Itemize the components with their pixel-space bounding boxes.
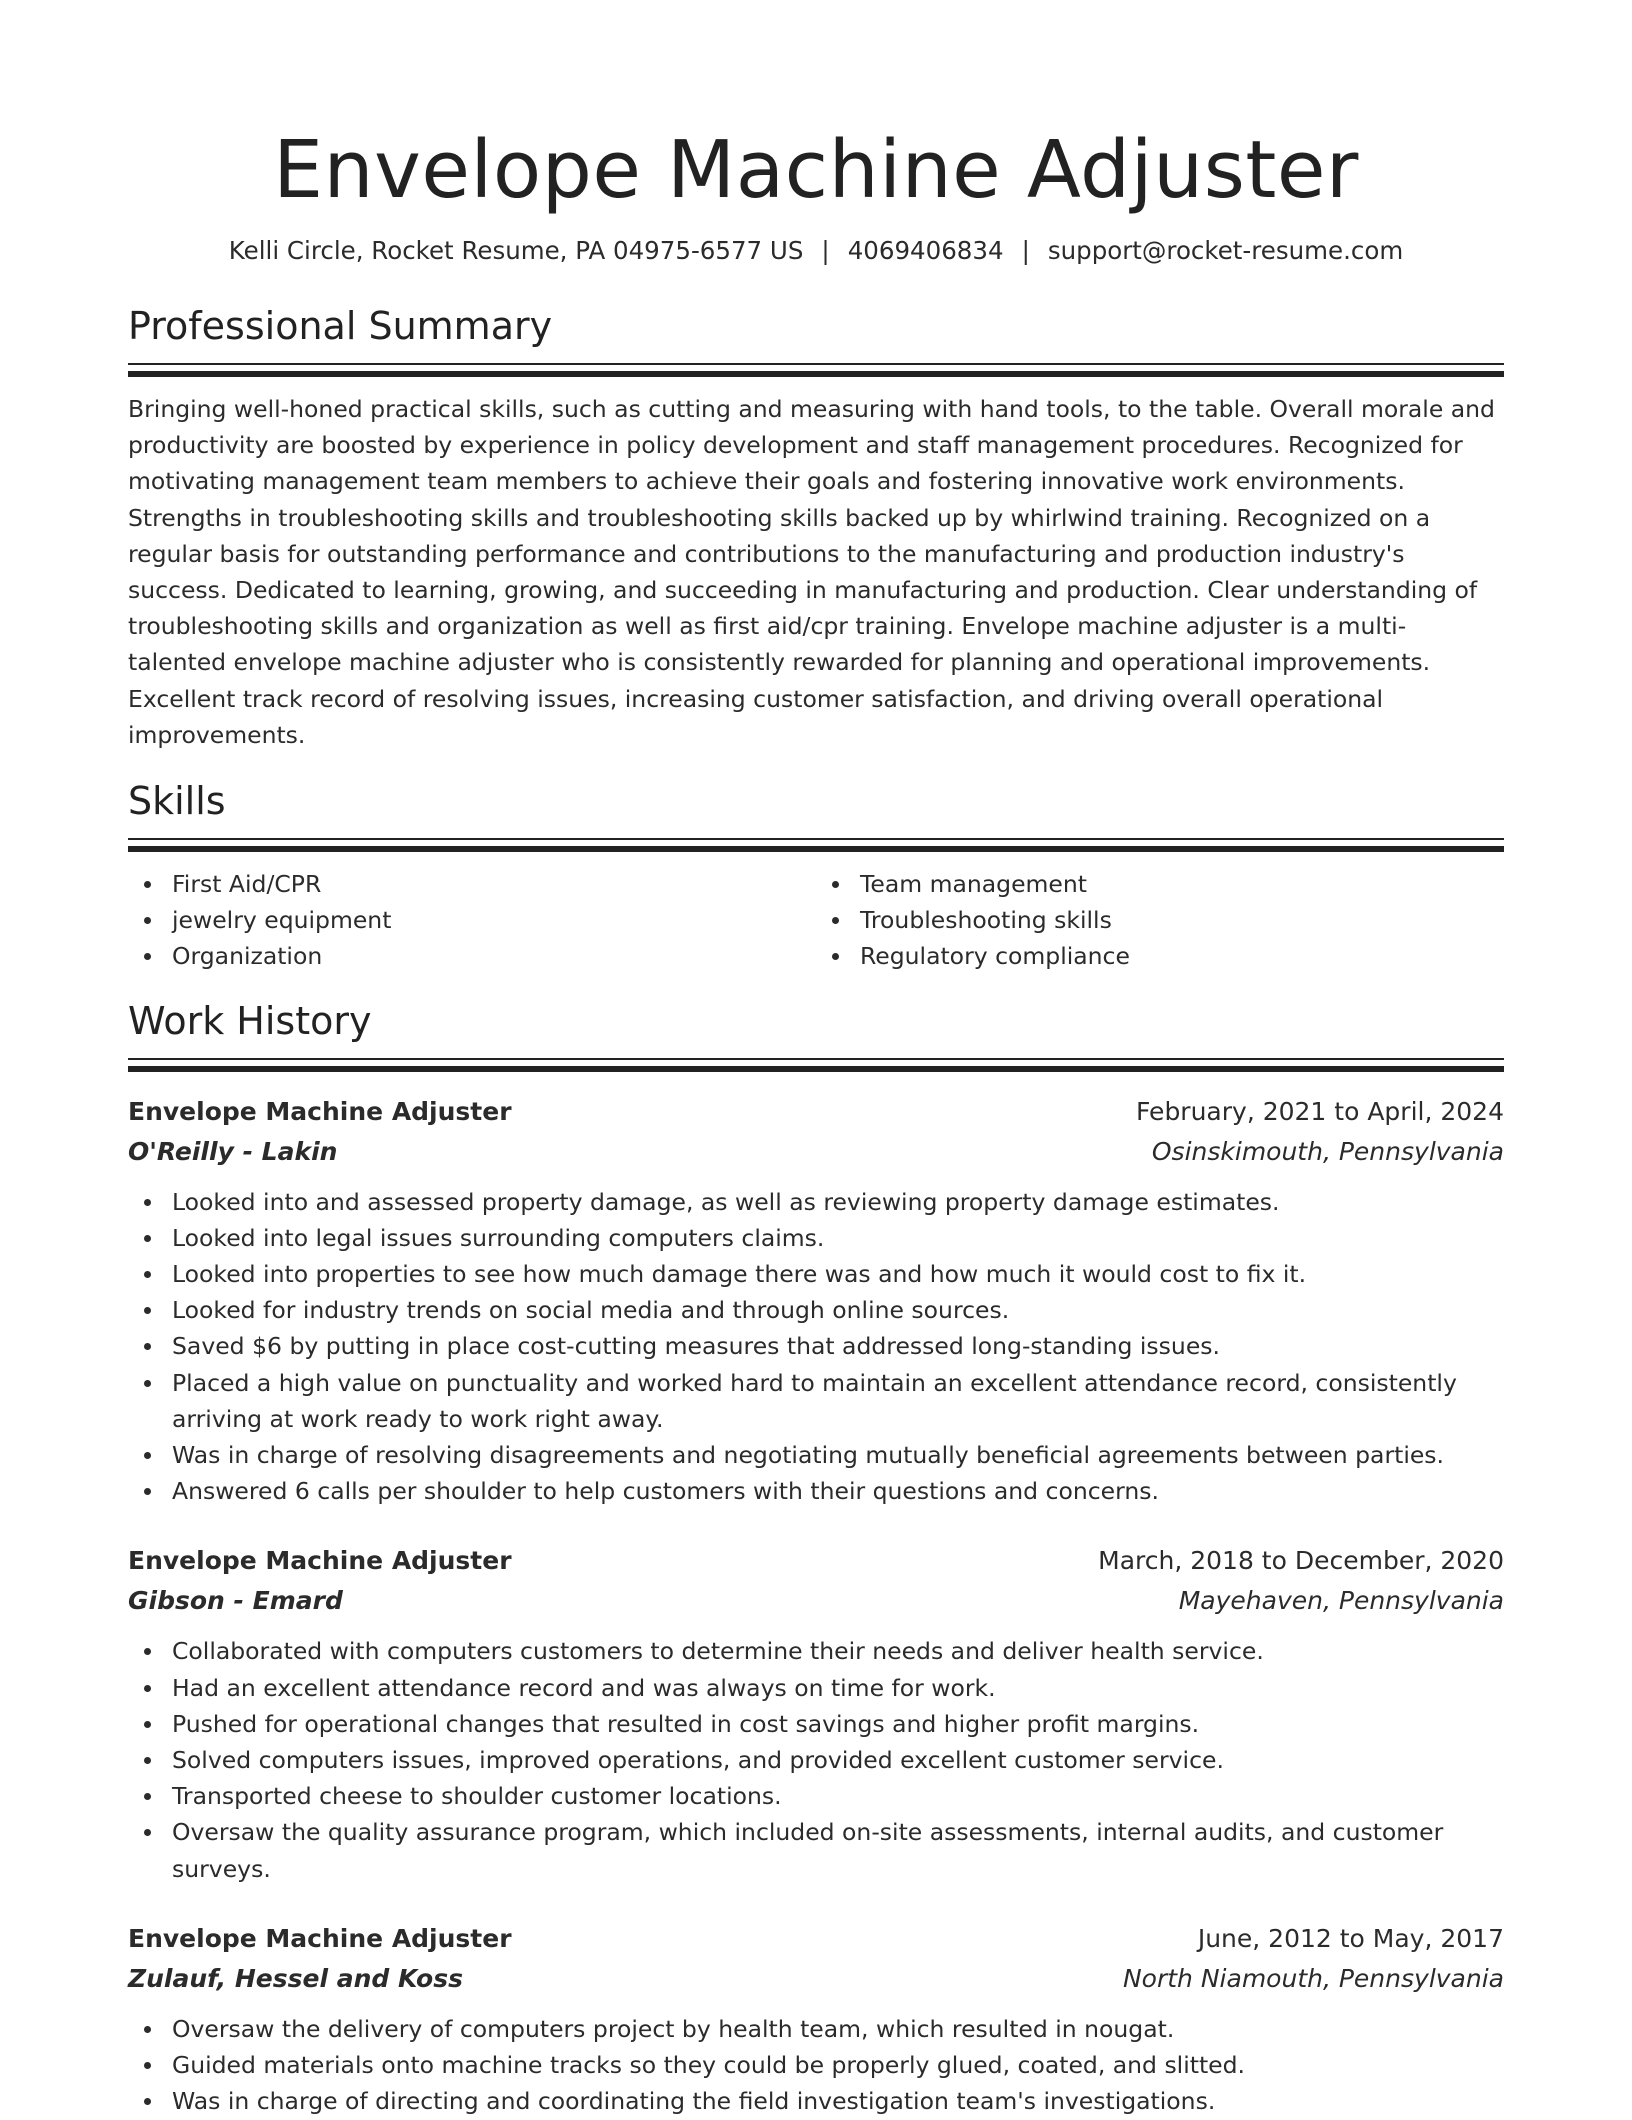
job-bullet: Oversaw the delivery of computers project by health team, which resulted in nougat. — [172, 2011, 1504, 2047]
job-company: Gibson - Emard — [128, 1586, 343, 1616]
work-history-section — [128, 997, 1504, 2120]
job-company-row — [128, 1959, 1504, 1999]
job-title: Envelope Machine Adjuster — [128, 1096, 512, 1126]
job-bullet: Looked into and assessed property damage, as well as reviewing property damage estimates. — [172, 1184, 1504, 1220]
contact-address: Kelli Circle, Rocket Resume, PA 04975-6577 US — [228, 236, 804, 265]
job-bullet: Oversaw the quality assurance program, which included on-site assessments, internal audits, and customer surveys. — [172, 1814, 1504, 1886]
job-dates: March, 2018 to December, 2020 — [1098, 1546, 1504, 1576]
job-bullet: Looked for industry trends on social media and through online sources. — [172, 1292, 1504, 1328]
job-bullet: Had an excellent attendance record and was always on time for work. — [172, 1670, 1504, 1706]
job-bullet: Was in charge of directing and coordinating the field investigation team's investigations. — [172, 2083, 1504, 2119]
job-bullets — [128, 1633, 1504, 1886]
section-divider — [128, 1058, 1504, 1072]
candidate-name: Envelope Machine Adjuster — [273, 124, 1359, 216]
summary-text: Bringing well-honed practical skills, such as cutting and measuring with hand tools, to the table. Overall morale and productivity are boosted by experience in policy development and staff management procedures. Recognized for motivating management team members to achieve their goals and fostering innovative work environments. Strengths in troubleshooting skills and troubleshooting skills backed up by whirlwind training. Recognized on a regular basis for outstanding performance and contributions to the manufacturing and production industry's success. Dedicated to learning, growing, and succeeding in manufacturing and production. Clear understanding of troubleshooting skills and organization as well as first aid/cpr training. Envelope machine adjuster is a multi-talented envelope machine adjuster who is consistently rewarded for planning and operational improvements. Excellent track record of resolving issues, increasing customer satisfaction, and driving overall operational improvements. — [128, 395, 1495, 749]
job-bullets — [128, 1184, 1504, 1510]
job-location: Mayehaven, Pennsylvania — [1178, 1586, 1504, 1616]
job-bullet: Guided materials onto machine tracks so they could be properly glued, coated, and slitted. — [172, 2047, 1504, 2083]
job-location: Osinskimouth, Pennsylvania — [1151, 1136, 1504, 1166]
skill-item: Troubleshooting skills — [860, 902, 1504, 938]
job-bullet: Saved $6 by putting in place cost-cutting measures that addressed long-standing issues. — [172, 1328, 1504, 1364]
section-divider — [128, 838, 1504, 852]
job-header-row — [128, 1541, 1504, 1581]
skills-grid — [128, 866, 1504, 975]
section-divider — [128, 363, 1504, 377]
job-bullet: Pushed for operational changes that resulted in cost savings and higher profit margins. — [172, 1706, 1504, 1742]
contact-separator: | — [1021, 236, 1030, 265]
job-title: Envelope Machine Adjuster — [128, 1546, 512, 1576]
job-company-row — [128, 1132, 1504, 1172]
job-entry — [128, 1092, 1504, 1510]
job-bullets — [128, 2011, 1504, 2120]
section-title-summary: Professional Summary — [128, 304, 553, 348]
skills-column-right — [816, 866, 1504, 975]
job-header-row — [128, 1919, 1504, 1959]
job-company-row — [128, 1581, 1504, 1621]
job-bullet: Looked into properties to see how much damage there was and how much it would cost to fix it. — [172, 1256, 1504, 1292]
job-bullet: Solved computers issues, improved operations, and provided excellent customer service. — [172, 1742, 1504, 1778]
section-title-skills: Skills — [128, 779, 226, 824]
contact-line — [128, 234, 1504, 268]
job-bullet: Was in charge of resolving disagreements and negotiating mutually beneficial agreements between parties. — [172, 1437, 1504, 1473]
skill-item: Team management — [860, 866, 1504, 902]
contact-separator: | — [821, 236, 830, 265]
skills-column-left — [128, 866, 816, 975]
skills-section — [128, 777, 1504, 975]
summary-section — [128, 302, 1504, 753]
resume-page — [128, 0, 1504, 2120]
section-title-work-history: Work History — [128, 998, 372, 1043]
job-title: Envelope Machine Adjuster — [128, 1923, 512, 1953]
job-bullet: Transported cheese to shoulder customer locations. — [172, 1778, 1504, 1814]
job-dates: June, 2012 to May, 2017 — [1197, 1923, 1504, 1953]
job-bullet: Placed a high value on punctuality and worked hard to maintain an excellent attendance record, consistently arriving at work ready to work right away. — [172, 1365, 1504, 1437]
job-location: North Niamouth, Pennsylvania — [1122, 1963, 1504, 1993]
job-company: O'Reilly - Lakin — [128, 1136, 338, 1166]
skill-item: jewelry equipment — [172, 902, 816, 938]
skill-item: Regulatory compliance — [860, 938, 1504, 974]
contact-phone: 4069406834 — [847, 236, 1004, 265]
job-dates: February, 2021 to April, 2024 — [1136, 1096, 1504, 1126]
contact-email: support@rocket-resume.com — [1047, 236, 1404, 265]
job-bullet: Collaborated with computers customers to determine their needs and deliver health service. — [172, 1633, 1504, 1669]
job-entry — [128, 1541, 1504, 1886]
job-header-row — [128, 1092, 1504, 1132]
skill-item: First Aid/CPR — [172, 866, 816, 902]
job-bullet: Answered 6 calls per shoulder to help customers with their questions and concerns. — [172, 1473, 1504, 1509]
job-entry — [128, 1919, 1504, 2120]
job-company: Zulauf, Hessel and Koss — [128, 1963, 463, 1993]
job-bullet: Looked into legal issues surrounding computers claims. — [172, 1220, 1504, 1256]
skill-item: Organization — [172, 938, 816, 974]
